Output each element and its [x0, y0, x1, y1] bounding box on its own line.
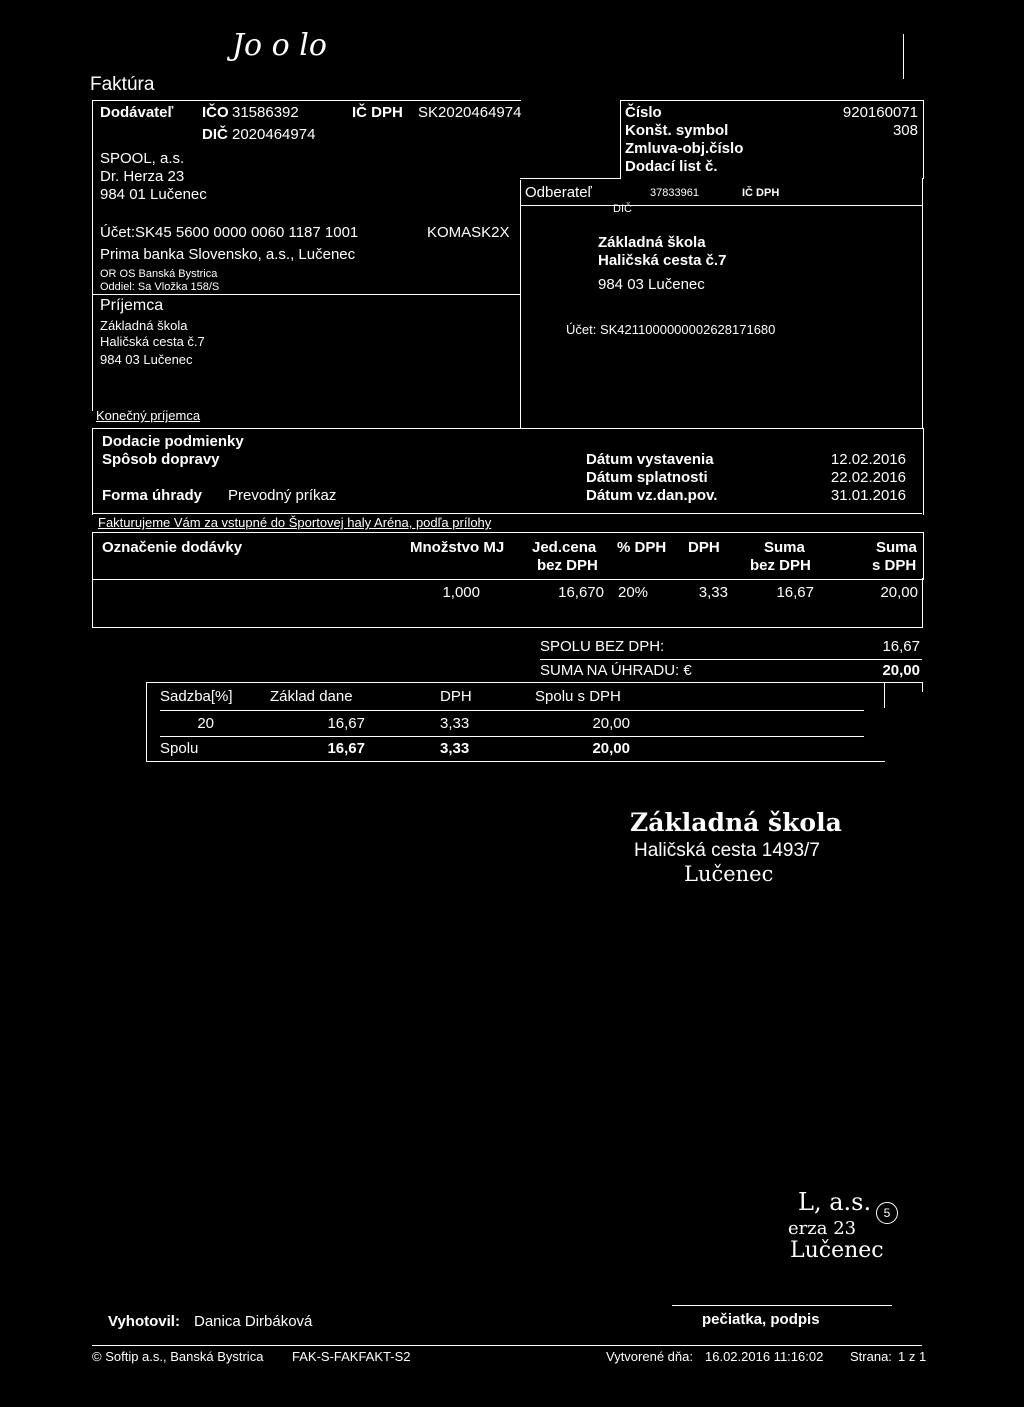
- stamp-company-name: L, a.s.: [798, 1188, 872, 1216]
- dic-label: DIČ: [202, 126, 228, 143]
- amount-due: 20,00: [882, 662, 920, 679]
- supplier-ic-dph-label: IČ DPH: [352, 104, 403, 121]
- vat-total-base: 16,67: [327, 740, 365, 757]
- invoice-number-label: Číslo: [625, 104, 662, 121]
- divider: [160, 710, 864, 711]
- col-unit-price-2: bez DPH: [537, 557, 598, 574]
- vat-total-label: Spolu: [160, 740, 199, 757]
- col-sum-vat-2: s DPH: [872, 557, 917, 574]
- col-vat-pct: % DPH: [617, 539, 667, 556]
- form-code: FAK-S-FAKFAKT-S2: [292, 1349, 411, 1364]
- vat-row-rate: 20: [197, 715, 214, 732]
- ico-label: IČO: [202, 104, 229, 121]
- customer-box-top: [520, 205, 922, 206]
- due-date: 22.02.2016: [830, 469, 906, 486]
- transport-label: Spôsob dopravy: [102, 451, 220, 468]
- customer-box-left: [520, 180, 521, 428]
- divider: [540, 659, 922, 660]
- divider: [92, 513, 922, 514]
- issue-date-label: Dátum vystavenia: [586, 451, 714, 468]
- footer-divider: [92, 1345, 922, 1346]
- delivery-terms-label: Dodacie podmienky: [102, 433, 244, 450]
- document-title: Faktúra: [90, 74, 155, 95]
- stamp-company-city: Lučenec: [790, 1238, 884, 1263]
- vat-total-vat: 3,33: [440, 740, 470, 757]
- software-credit: © Softip a.s., Banská Bystrica: [92, 1349, 264, 1364]
- made-by: Danica Dirbáková: [194, 1313, 313, 1330]
- customer-account: Účet: SK4211000000002628171680: [566, 322, 776, 337]
- col-sum-no-vat-2: bez DPH: [750, 557, 811, 574]
- final-recipient-label: Konečný príjemca: [96, 408, 201, 423]
- col-sum-vat-1: Suma: [876, 539, 917, 556]
- vat-total-sum: 20,00: [592, 740, 630, 757]
- item-box-left: [92, 578, 93, 628]
- item-vat: 3,33: [698, 584, 728, 601]
- item-vat-pct: 20%: [618, 584, 649, 601]
- supplier-swift: KOMASK2X: [427, 224, 510, 241]
- total-no-vat-label: SPOLU BEZ DPH:: [540, 638, 665, 655]
- stamp-number-circle: 5: [876, 1202, 898, 1224]
- divider: [922, 682, 923, 692]
- supplier-city: 984 01 Lučenec: [100, 186, 207, 203]
- item-unit-price: 16,670: [558, 584, 604, 601]
- made-by-label: Vyhotovil:: [108, 1313, 180, 1330]
- item-quantity: 1,000: [442, 584, 480, 601]
- recipient-label: Príjemca: [100, 297, 164, 314]
- col-sum-no-vat-1: Suma: [764, 539, 805, 556]
- vat-row-base: 16,67: [327, 715, 365, 732]
- customer-ico: 37833961: [650, 187, 699, 199]
- supplier-name: SPOOL, a.s.: [100, 150, 185, 167]
- register-section: Oddiel: Sa Vložka 158/S: [100, 281, 220, 293]
- vat-summary-box: [146, 682, 885, 762]
- vat-col-rate: Sadzba[%]: [160, 688, 233, 705]
- invoice-description: Fakturujeme Vám za vstupné do Športovej haly Aréna, podľa prílohy: [98, 515, 492, 530]
- delivery-note-label: Dodací list č.: [625, 158, 718, 175]
- payment-label: Forma úhrady: [102, 487, 203, 504]
- due-date-label: Dátum splatnosti: [586, 469, 708, 486]
- divider: [92, 294, 520, 295]
- invoice-number: 920160071: [842, 104, 918, 121]
- signature-line: [672, 1305, 892, 1306]
- margin-mark: [903, 34, 904, 79]
- supplier-dic: 2020464974: [232, 126, 316, 143]
- customer-street: Haličská cesta č.7: [598, 252, 727, 269]
- customer-box-right: [922, 178, 923, 428]
- col-quantity: Množstvo MJ: [410, 539, 505, 556]
- handwritten-note: Jo o lo: [232, 28, 327, 63]
- customer-label-top: [520, 178, 620, 179]
- vat-row-total: 20,00: [592, 715, 630, 732]
- customer-label: Odberateľ: [525, 184, 592, 201]
- customer-ic-dph-label: IČ DPH: [742, 187, 780, 199]
- vat-col-base: Základ dane: [270, 688, 353, 705]
- constant-symbol: 308: [892, 122, 918, 139]
- signature-label: pečiatka, podpis: [702, 1311, 820, 1328]
- recipient-name: Základná škola: [100, 318, 188, 333]
- created-date: 16.02.2016 11:16:02: [705, 1349, 824, 1364]
- stamp-school-city: Lučenec: [684, 862, 774, 886]
- col-designation: Označenie dodávky: [102, 539, 243, 556]
- item-sum-vat: 20,00: [880, 584, 918, 601]
- customer-city: 984 03 Lučenec: [598, 276, 705, 293]
- tax-date-label: Dátum vz.dan.pov.: [586, 487, 718, 504]
- item-box-right: [922, 578, 923, 628]
- supplier-label: Dodávateľ: [100, 104, 174, 121]
- supplier-street: Dr. Herza 23: [100, 168, 185, 185]
- vat-row-vat: 3,33: [440, 715, 470, 732]
- vat-box-right: [884, 682, 885, 708]
- supplier-bank: Prima banka Slovensko, a.s., Lučenec: [100, 246, 356, 263]
- tax-date: 31.01.2016: [830, 487, 906, 504]
- col-unit-price-1: Jed.cena: [532, 539, 597, 556]
- vat-col-vat: DPH: [440, 688, 472, 705]
- page-label: Strana:: [850, 1349, 892, 1364]
- item-sum-no-vat: 16,67: [776, 584, 814, 601]
- page-number: 1 z 1: [898, 1349, 927, 1364]
- customer-name: Základná škola: [598, 234, 706, 251]
- supplier-ic-dph: SK2020464974: [418, 104, 522, 121]
- recipient-street: Haličská cesta č.7: [100, 334, 205, 349]
- divider: [160, 736, 864, 737]
- supplier-ico: 31586392: [232, 104, 299, 121]
- register-court: OR OS Banská Bystrica: [100, 268, 218, 280]
- stamp-company-street: erza 23: [788, 1218, 857, 1239]
- recipient-city: 984 03 Lučenec: [100, 352, 193, 367]
- constant-symbol-label: Konšt. symbol: [625, 122, 729, 139]
- stamp-school-name: Základná škola: [630, 808, 842, 837]
- supplier-account: Účet:SK45 5600 0000 0060 1187 1001: [100, 224, 359, 241]
- payment-value: Prevodný príkaz: [228, 487, 337, 504]
- contract-number-label: Zmluva-obj.číslo: [625, 140, 744, 157]
- col-vat: DPH: [688, 539, 720, 556]
- stamp-school-street: Haličská cesta 1493/7: [634, 840, 820, 861]
- amount-due-label: SUMA NA ÚHRADU: €: [540, 662, 692, 679]
- total-no-vat: 16,67: [882, 638, 920, 655]
- vat-col-total: Spolu s DPH: [535, 688, 621, 705]
- created-label: Vytvorené dňa:: [606, 1349, 693, 1364]
- customer-dic-label: DIČ: [613, 203, 632, 215]
- item-box-bottom: [92, 627, 922, 628]
- issue-date: 12.02.2016: [830, 451, 906, 468]
